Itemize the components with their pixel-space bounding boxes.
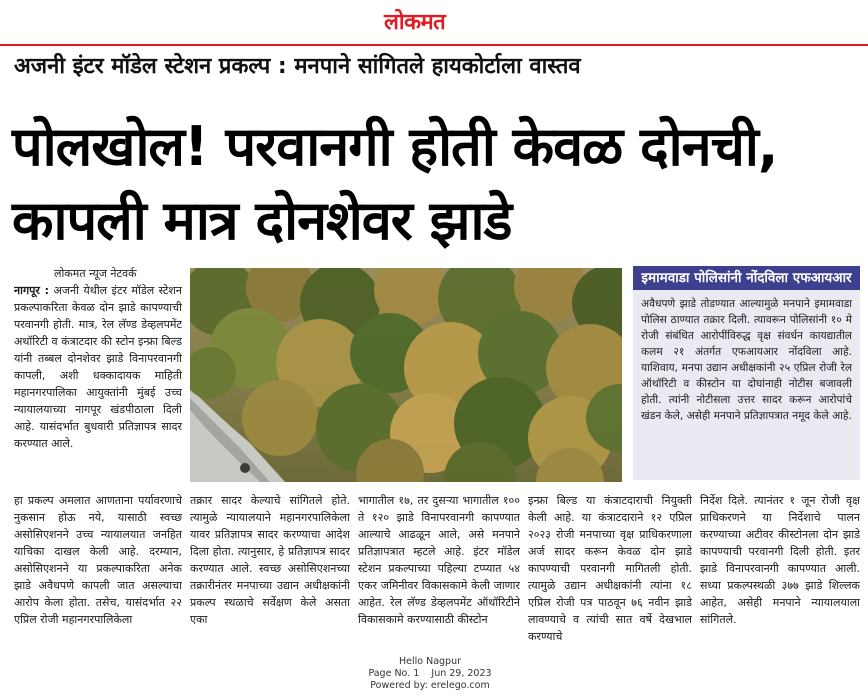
page-footer [330,656,530,692]
sidebar-box [633,266,860,480]
forest-photo-image [190,268,622,482]
article-column-5: निर्देश दिले. त्यानंतर १ जून रोजी वृक्ष प्राधिकरणने या निर्देशाचे पालन करण्याच्या अटीवर कीस्टोनला दोन झाडे कापण्याची परवानगी दिली होती. इतर झाडे विनापरवानगी कापण्यात आली. सध्या प्रकल्पस्थळी ३७७ झाडे शिल्लक आहेत, असेही मनपाने न्यायालयाला सांगितले. [700,494,860,626]
sidebar-body: अवैधपणे झाडे तोडण्यात आल्यामुळे मनपाने इमामवाडा पोलिस ठाण्यात तक्रार दिली. त्यावरून पोलिसांनी १० मे रोजी संबंधित आरोपींविरुद्ध वृक्ष संवर्धन कायद्यातील कलम २१ अंतर्गत एफआयआर नोंदविला आहे. याशिवाय, मनपा उद्यान अधीक्षकांनी २५ एप्रिल रोजी रेल ऑथॉरिटी व कीस्टोन या दोघांनाही नोटीस बजावली होती. त्यांनी नोटीसला उत्तर सादर करून आरोपांचे खंडन केले, असेही मनपाने प्रतिज्ञापत्रात नमूद केले आहे. [641,298,852,422]
article-dateline: नागपूर : [14,284,50,297]
forest-photo [190,268,622,482]
article-column-2: तक्रार सादर केल्याचे सांगितले होते. त्यामुळे न्यायालयाने महानगरपालिकेला यावर प्रतिज्ञापत्र सादर करण्याचा आदेश दिला होता. त्यानुसार, हे प्रतिज्ञापत्र सादर करण्यात आले. स्वच्छ असोसिएशनच्या तक्रारीनंतर मनपाच्या उद्यान अधीक्षकांनी प्रकल्प स्थळाचे सर्वेक्षण केले असता एका [190,494,350,626]
footer-date: Jun 29, 2023 [431,668,492,679]
footer-page-date [330,668,530,680]
article-lead-text: अजनी येथील इंटर मॉडेल स्टेशन प्रकल्पाकरिता केवळ दोन झाडे कापण्याची परवानगी होती. मात्र, रेल लॅण्ड डेव्हलपमेंट अथॉरिटी व कंत्राटदार की स्टोन इन्फ्रा बिल्ड यांनी तब्बल दोनशेवर झाडे विनापरवानगी कापली, अशी धक्कादायक माहिती महानगरपालिका आयुक्तांनी मुंबई उच्च न्यायालयाच्या नागपूर खंडपीठाला दिली आहे. यासंदर्भात बुधवारी प्रतिज्ञापत्र सादर करण्यात आले. [14,284,182,450]
article-kicker: अजनी इंटर मॉडेल स्टेशन प्रकल्प : मनपाने सांगितले हायकोर्टाला वास्तव [14,54,581,79]
footer-edition: Hello Nagpur [398,656,461,667]
article-column-4: इन्फ्रा बिल्ड या कंत्राटदाराची नियुक्ती केली आहे. या कंत्राटदाराने १२ एप्रिल २०२३ रोजी मनपाच्या वृक्ष प्राधिकरणाला अर्ज सादर करून केवळ दोन झाडे कापण्याची परवानगी मागितली होती. त्यामुळे उद्यान अधीक्षकांनी त्यांना १८ एप्रिल रोजी पत्र पाठवून ७६ नवीन झाडे लावण्याचे व त्यांची सात वर्षे देखभाल करण्याचे [528,494,692,642]
newspaper-logo: लोकमत [384,9,446,35]
article-byline: लोकमत न्यूज नेटवर्क [54,267,137,280]
masthead [0,0,868,46]
masthead-rule [0,44,868,46]
article-headline: पोलखोल! परवानगी होती केवळ दोनची, कापली मात्र दोनशेवर झाडे [12,115,778,252]
article-column-1: हा प्रकल्प अमलात आणताना पर्यावरणाचे नुकसान होऊ नये, यासाठी स्वच्छ असोसिएशनने उच्च न्यायालयात जनहित याचिका दाखल केली आहे. दरम्यान, असोसिएशनने या प्रकल्पाकरिता अनेक झाडे अवैधपणे कापली जात असल्याचा आरोप केला होता. तसेच, यासंदर्भात २२ एप्रिल रोजी महानगरपालिकेला [14,494,182,626]
article-lead-column [14,282,182,482]
article-column-3: भागातील १७, तर दुसऱ्या भागातील १०० ते १२० झाडे विनापरवानगी कापण्यात आल्याचे आढळून आले, असे मनपाने प्रतिज्ञापत्रात म्हटले आहे. इंटर मॉडेल स्टेशन प्रकल्पाच्या पहिल्या टप्प्यात ५४ एकर जमिनीवर विकासकामे केली जाणार आहेत. रेल लॅण्ड डेव्हलपमेंट ऑथॉरिटीने विकासकामे करण्यासाठी कीस्टोन [358,494,520,626]
sidebar-title: इमामवाडा पोलिसांनी नोंदविला एफआयआर [633,266,860,290]
footer-powered: Powered by: erelego.com [370,680,490,691]
footer-page: Page No. 1 [368,668,420,679]
